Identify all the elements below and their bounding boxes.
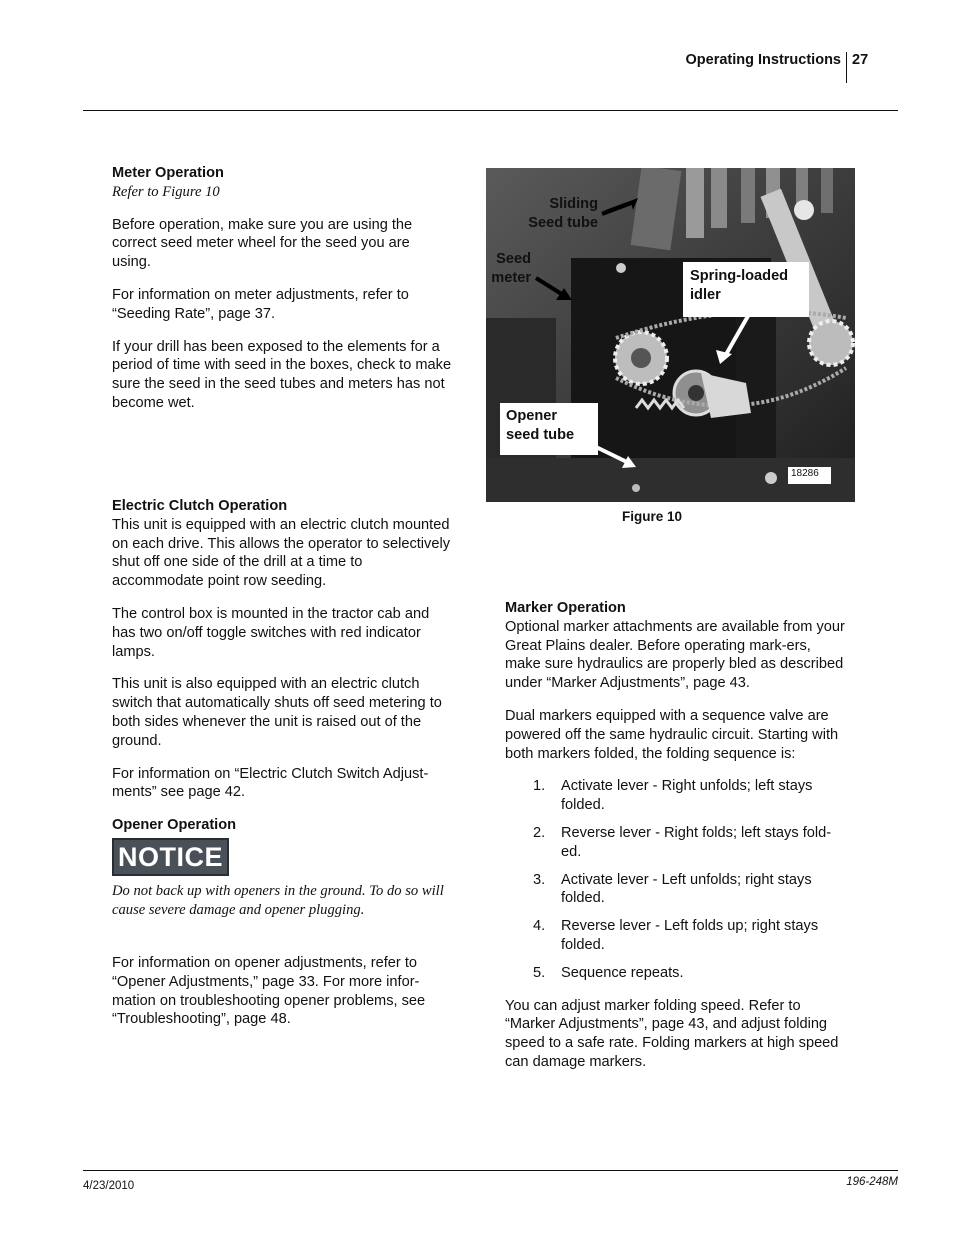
label-sliding-line1: Sliding bbox=[549, 196, 598, 212]
clutch-paragraph-2: The control box is mounted in the tractor cab and has two on/off toggle switches with red indicator lamps. bbox=[112, 605, 430, 660]
left-column-lower bbox=[112, 497, 452, 1043]
footer-date: 4/23/2010 bbox=[83, 1180, 135, 1192]
marker-paragraph-1: Optional marker attachments are available from your Great Plains dealer. Before operating mark-ers, make sure hydraulics are properly bled as described under “Marker Adjustments”, page 43. bbox=[505, 618, 845, 692]
list-item-number: 3. bbox=[533, 871, 546, 888]
label-seed-line2: meter bbox=[491, 269, 531, 286]
meter-paragraph-2: For information on meter adjustments, refer to “Seeding Rate”, page 37. bbox=[112, 286, 409, 322]
marker-operation-heading: Marker Operation bbox=[505, 600, 626, 616]
list-item-text: Activate lever - Left unfolds; right stays folded. bbox=[561, 871, 812, 907]
page-number: 27 bbox=[852, 52, 869, 68]
clutch-paragraph-1: This unit is equipped with an electric clutch mounted on each drive. This allows the operator to selectively shut off one side of the drill at a time to accommodate point row seeding. bbox=[112, 516, 450, 590]
meter-paragraph-1: Before operation, make sure you are using the correct seed meter wheel for the seed you are using. bbox=[112, 216, 413, 271]
label-spring-loaded-idler bbox=[683, 262, 809, 317]
marker-paragraph-2: Dual markers equipped with a sequence valve are powered off the same hydraulic circuit. Starting with both markers folded, the folding sequence is: bbox=[505, 707, 839, 762]
footer-rule bbox=[83, 1170, 898, 1171]
notice-badge: NOTICE bbox=[112, 838, 229, 876]
opener-paragraph-1: For information on opener adjustments, refer to “Opener Adjustments,” page 33. For more infor-mation on troubleshooting opener problems, see “Troubleshooting”, page 48. bbox=[112, 954, 426, 1028]
left-column bbox=[112, 164, 452, 427]
meter-operation-heading: Meter Operation bbox=[112, 165, 224, 181]
header-rule bbox=[83, 110, 898, 111]
list-item-text: Reverse lever - Right folds; left stays fold-ed. bbox=[561, 824, 832, 860]
section-title: Operating Instructions bbox=[685, 52, 841, 68]
label-idler-line1: Spring-loaded bbox=[690, 268, 789, 284]
list-item bbox=[505, 964, 845, 983]
list-item bbox=[505, 824, 845, 862]
label-seed-line1: Seed bbox=[496, 251, 531, 267]
meter-paragraph-3: If your drill has been exposed to the elements for a period of time with seed in the boxes, check to make sure the seed in the seed tubes and meters has not become wet. bbox=[112, 338, 452, 411]
label-opener-seed-tube bbox=[500, 403, 598, 455]
notice-text: Do not back up with openers in the ground. To do so will cause severe damage and opener plugging. bbox=[112, 882, 444, 918]
label-sliding-line2: Seed tube bbox=[528, 214, 598, 231]
label-idler-line2: idler bbox=[690, 286, 721, 303]
footer-doc-id: 196-248M bbox=[846, 1176, 898, 1188]
list-item bbox=[505, 777, 845, 815]
label-opener-line1: Opener bbox=[506, 408, 558, 424]
list-item-number: 2. bbox=[533, 824, 546, 841]
clutch-paragraph-4: For information on “Electric Clutch Switch Adjust-ments” see page 42. bbox=[112, 765, 429, 801]
opener-operation-heading: Opener Operation bbox=[112, 817, 237, 834]
clutch-paragraph-3: This unit is also equipped with an electric clutch switch that automatically shuts off seed metering to both sides whenever the unit is raised out of the ground. bbox=[112, 676, 442, 749]
list-item-number: 4. bbox=[533, 918, 546, 935]
list-item bbox=[505, 871, 845, 909]
figure-caption: Figure 10 bbox=[622, 509, 683, 524]
label-seed-meter bbox=[486, 250, 531, 288]
header-divider bbox=[846, 52, 847, 83]
marker-paragraph-3: You can adjust marker folding speed. Refer to “Marker Adjustments”, page 43, and adjust folding speed to a safe rate. Folding markers at high speed can damage markers. bbox=[505, 997, 839, 1070]
list-item-text: Sequence repeats. bbox=[561, 964, 684, 981]
list-item-number: 1. bbox=[533, 778, 546, 795]
figure-photo bbox=[486, 168, 855, 502]
clutch-operation-heading: Electric Clutch Operation bbox=[112, 498, 288, 514]
label-sliding-seed-tube bbox=[516, 195, 598, 233]
folding-sequence-list bbox=[505, 777, 845, 982]
label-opener-line2: seed tube bbox=[506, 426, 575, 443]
photo-id-tag: 18286 bbox=[788, 467, 831, 484]
right-column bbox=[505, 599, 845, 1086]
meter-figure-ref: Refer to Figure 10 bbox=[112, 183, 220, 200]
list-item bbox=[505, 917, 845, 955]
list-item-text: Reverse lever - Left folds up; right stays folded. bbox=[561, 918, 819, 953]
list-item-text: Activate lever - Right unfolds; left stays folded. bbox=[561, 778, 813, 814]
list-item-number: 5. bbox=[533, 964, 546, 981]
